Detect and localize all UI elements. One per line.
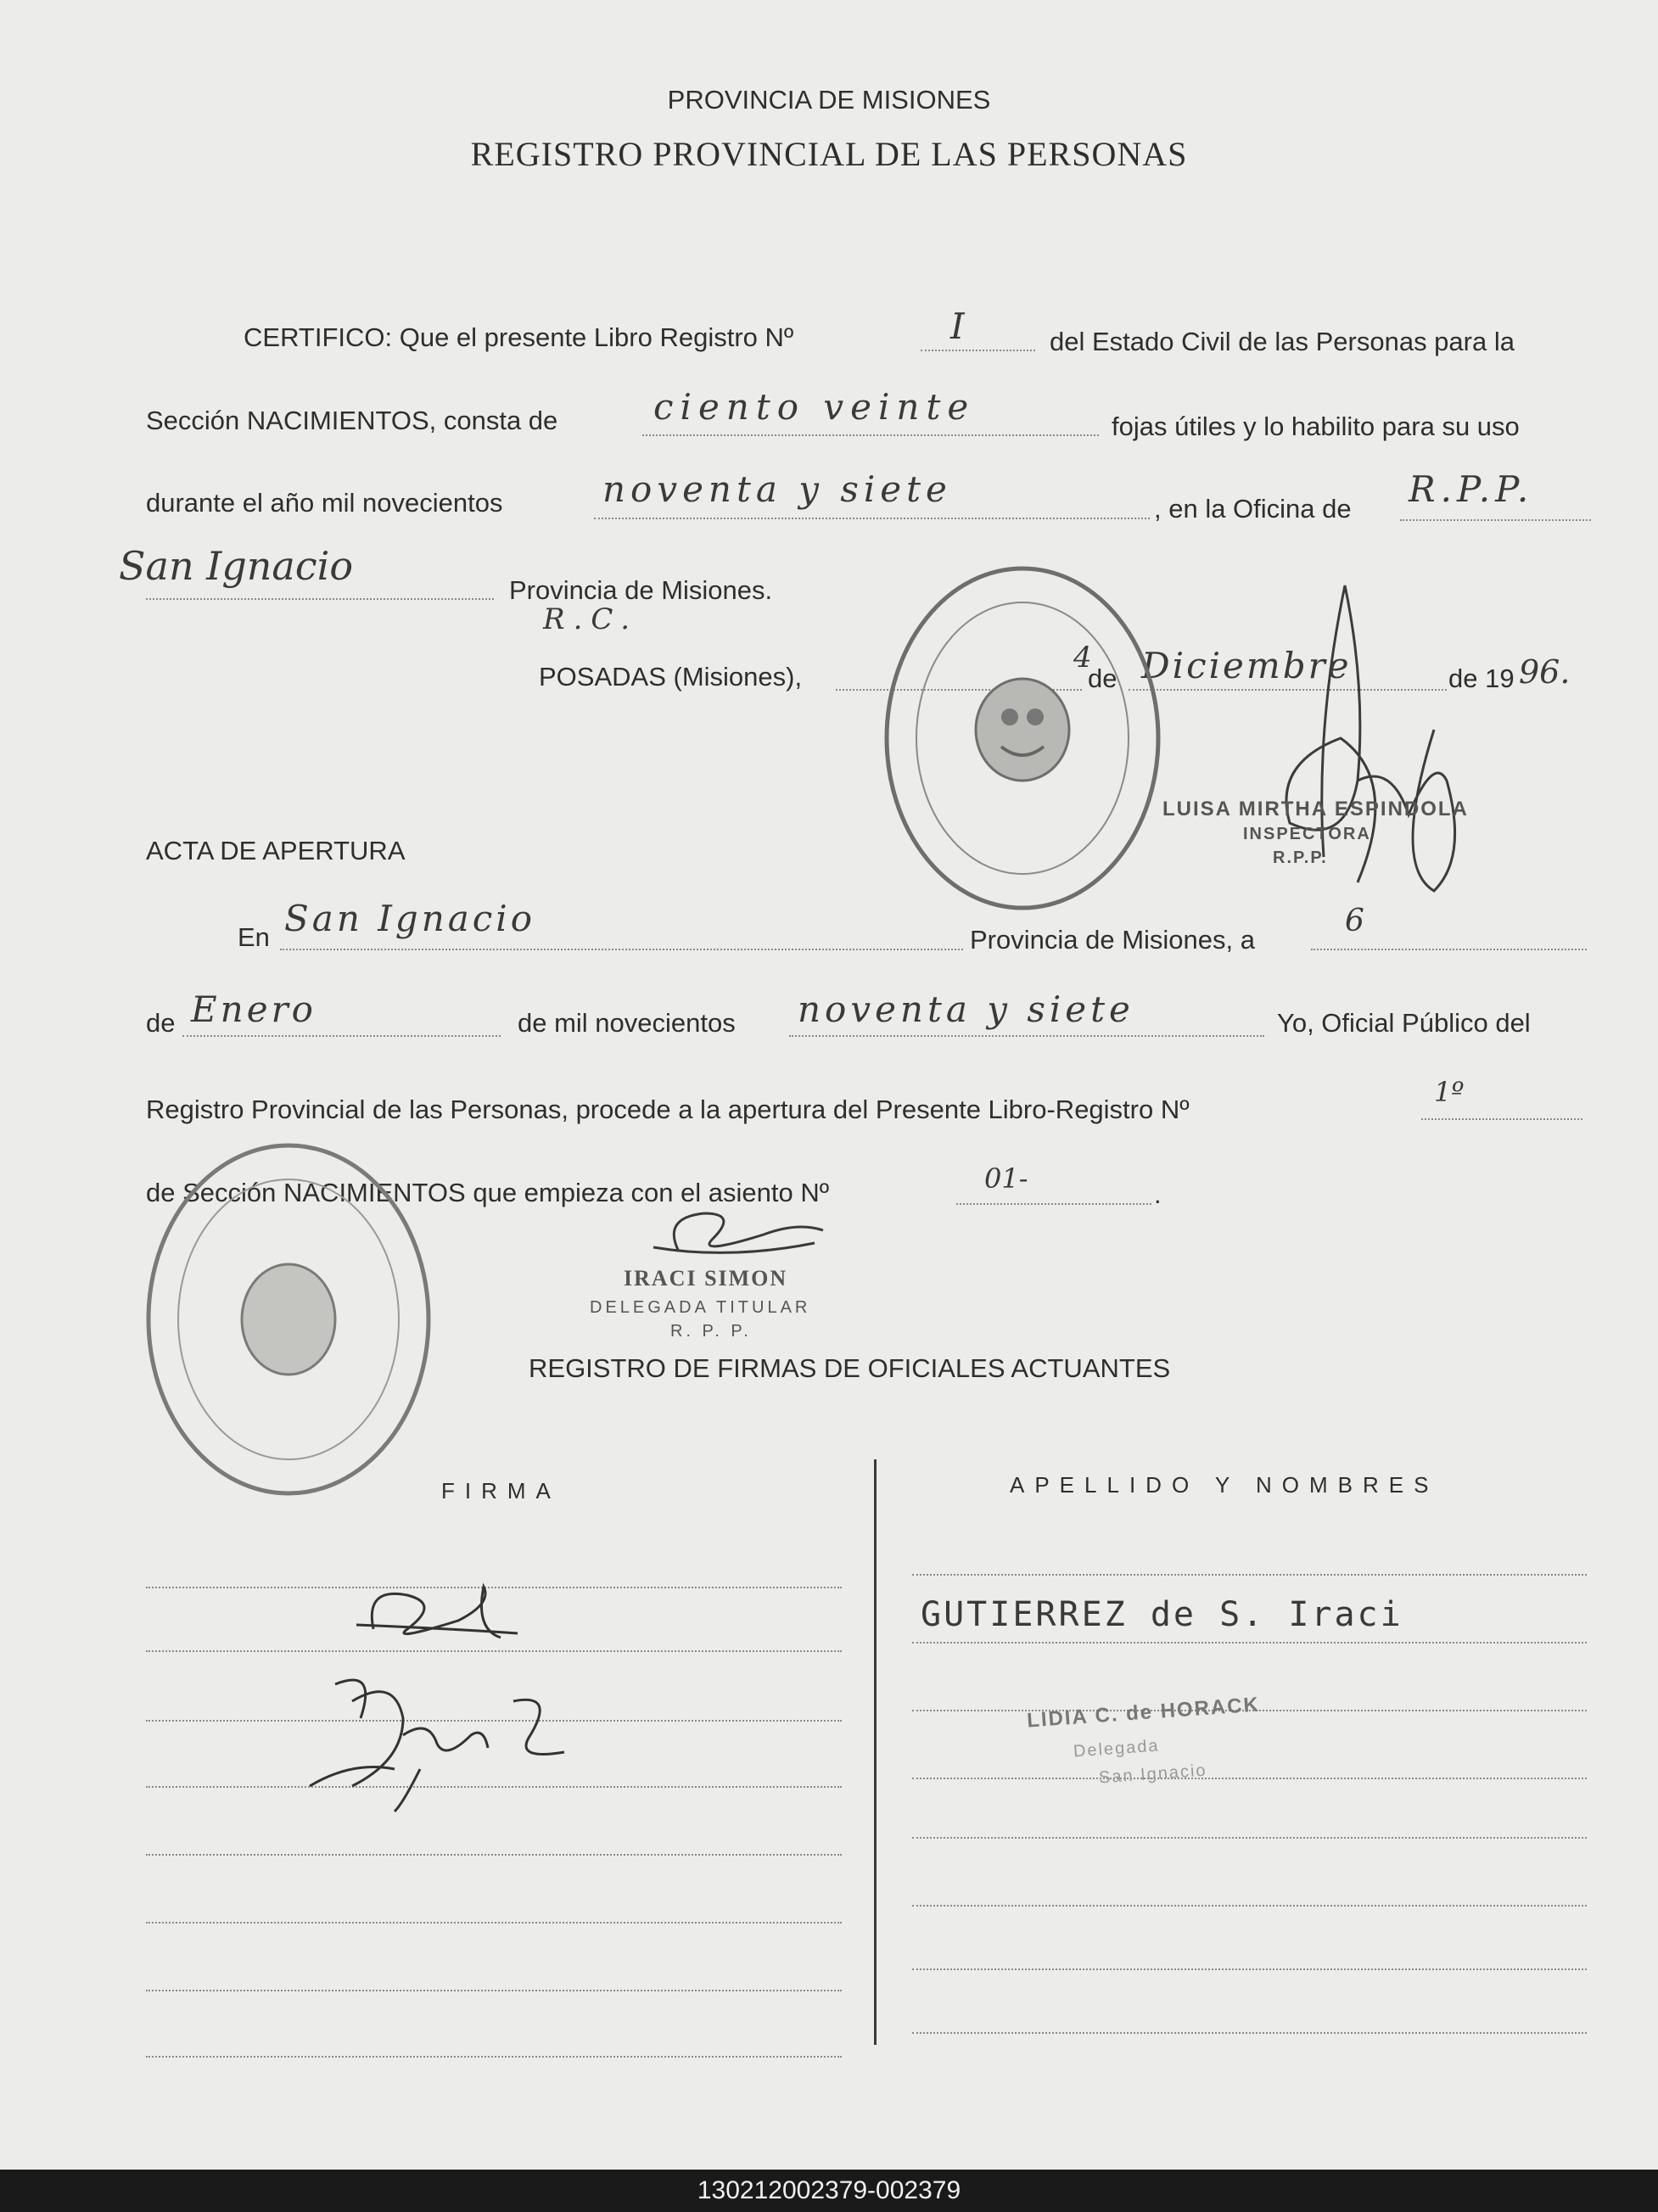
cert-month: Diciembre [1141, 645, 1352, 686]
apertura-entry-number: 01- [984, 1162, 1028, 1195]
cert-line4-blank [146, 598, 494, 600]
apertura-book-number: 1º [1434, 1076, 1465, 1108]
nombre-row-7 [912, 1968, 1587, 1970]
document-id-footer: 130212002379-002379 [0, 2170, 1658, 2212]
delegada-stamp-office: R. P. P. [670, 1322, 752, 1341]
cert-line5-text-b: de 19 [1448, 664, 1515, 693]
cert-line3-text-a: durante el año mil novecientos [146, 488, 503, 518]
delegada-stamp-role: DELEGADA TITULAR [590, 1298, 811, 1317]
delegada-signature [645, 1201, 832, 1268]
apertura-month: Enero [191, 988, 316, 1030]
cert-line2-blank [642, 434, 1099, 436]
cert-line4-text: Provincia de Misiones. [509, 575, 773, 605]
cert-locality: San Ignacio [119, 543, 354, 589]
apertura-heading: ACTA DE APERTURA [146, 836, 406, 865]
cert-line1-text-a: CERTIFICO: Que el presente Libro Registro Nº [244, 322, 794, 352]
apertura-year-words: noventa y siete [798, 988, 1134, 1030]
cert-line5-text-a: POSADAS (Misiones), [539, 662, 803, 692]
official-stamp-place: San Ignacio [1098, 1761, 1208, 1788]
apertura-line1-text-b: Provincia de Misiones, a [970, 925, 1255, 955]
cert-line3-blank [594, 518, 1150, 519]
apertura-entry-blank [956, 1203, 1151, 1205]
cert-office: R.P.P. [1409, 468, 1534, 510]
cert-book-number: I [950, 305, 965, 347]
firma-column-header: FIRMA [441, 1478, 561, 1504]
official-name-1: GUTIERREZ de S. Iraci [921, 1595, 1403, 1634]
apertura-month-blank [182, 1035, 501, 1037]
nombre-row-6 [912, 1905, 1587, 1907]
firma-row-6 [146, 1922, 842, 1924]
nombre-row-2 [912, 1642, 1587, 1644]
apertura-day: 6 [1345, 904, 1364, 938]
cert-line5-de: de [1088, 664, 1117, 693]
apertura-line4-text: de Sección NACIMIENTOS que empieza con el asiento Nº [146, 1178, 830, 1207]
cert-year: 96. [1519, 653, 1571, 691]
province-heading: PROVINCIA DE MISIONES [667, 85, 991, 115]
inspector-stamp-role: INSPECTORA [1243, 825, 1371, 843]
cert-day: 4 [1073, 641, 1092, 675]
apertura-year-blank [789, 1035, 1264, 1037]
firmas-heading: REGISTRO DE FIRMAS DE OFICIALES ACTUANTES [529, 1353, 1171, 1383]
nombres-column-header: APELLIDO Y NOMBRES [1010, 1472, 1439, 1498]
cert-line1-blank [921, 350, 1035, 351]
apertura-locality: San Ignacio [284, 898, 536, 939]
firma-row-8 [146, 2056, 842, 2058]
apertura-locality-blank [280, 949, 963, 950]
apertura-line3-text: Registro Provincial de las Personas, procede a la apertura del Presente Libro-Registro Nº [146, 1095, 1190, 1124]
nombre-row-5 [912, 1837, 1587, 1839]
cert-year-words: noventa y siete [602, 468, 952, 510]
apertura-book-blank [1421, 1118, 1582, 1120]
cert-pages-count: ciento veinte [653, 386, 976, 428]
cert-rc-note: R.C. [543, 602, 639, 636]
inspector-stamp-name: LUISA MIRTHA ESPINDOLA [1162, 798, 1469, 820]
cert-office-blank [1400, 519, 1591, 521]
ministry-seal-stamp [874, 560, 1171, 916]
apertura-line2-text-a: de [146, 1008, 176, 1038]
cert-line2-text-a: Sección NACIMIENTOS, consta de [146, 406, 558, 435]
apertura-line2-text-b: de mil novecientos [518, 1008, 736, 1038]
nombre-row-4 [912, 1778, 1587, 1779]
cert-line3-text-b: , en la Oficina de [1154, 494, 1352, 524]
firma-row-5 [146, 1854, 842, 1856]
apertura-line2-text-c: Yo, Oficial Público del [1277, 1008, 1531, 1038]
apertura-line1-text-a: En [238, 922, 270, 952]
inspector-stamp-office: R.P.P. [1273, 848, 1328, 867]
registry-title: REGISTRO PROVINCIAL DE LAS PERSONAS [470, 135, 1188, 173]
official-signature-2 [301, 1667, 607, 1820]
official-stamp-name: LIDIA C. de HORACK [1026, 1693, 1261, 1733]
cert-line2-text-b: fojas útiles y lo habilito para su uso [1112, 412, 1520, 441]
firma-row-7 [146, 1990, 842, 1991]
nombre-row-8 [912, 2032, 1587, 2034]
official-signature-1 [356, 1570, 577, 1655]
cert-line1-text-b: del Estado Civil de las Personas para la [1050, 327, 1515, 356]
column-divider [874, 1459, 877, 2045]
official-stamp-role: Delegada [1073, 1736, 1161, 1761]
apertura-line4-end: . [1154, 1179, 1162, 1209]
nombre-row-1 [912, 1574, 1587, 1576]
apertura-day-blank [1311, 949, 1587, 950]
ministry-seal-stamp-lower [140, 1137, 437, 1502]
delegada-stamp-name: IRACI SIMON [624, 1266, 788, 1291]
